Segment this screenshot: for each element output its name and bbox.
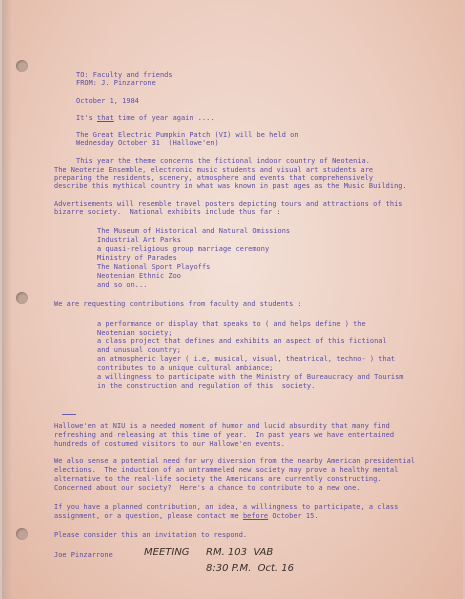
contribution-line: in the construction and regulation of this society.: [97, 382, 316, 390]
planned-emphasis: before: [242, 512, 269, 520]
memo-to: TO: Faculty and friends: [76, 71, 173, 79]
planned-post: October 15.: [268, 512, 319, 520]
contribution-line: Neotenian society;: [97, 329, 173, 337]
planned-pre: assignment, or a question, please contact me: [54, 512, 243, 520]
ads-line: bizarre society. National exhibits include thus far :: [54, 208, 281, 216]
exhibit-item: The National Sport Playoffs: [97, 263, 211, 271]
page-edge-shadow: [2, 0, 12, 599]
exhibit-item: Industrial Art Parks: [97, 236, 181, 244]
memo-intro: [76, 114, 215, 122]
contribution-line: a performance or display that speaks to ( and helps define ) the: [97, 320, 366, 328]
niu-line: Hallowe'en at NIU is a needed moment of humor and lucid absurdity that many find: [54, 422, 390, 430]
contribution-line: an atmospheric layer ( i.e, musical, visual, theatrical, techno- ) that: [97, 355, 396, 363]
sense-line: alternative to the real-life society the Americans are currently constructing.: [54, 475, 382, 483]
section-divider: [62, 414, 76, 415]
event-date-line: Wednesday October 31 (Hallowe'en): [76, 139, 219, 147]
planned-line: [54, 512, 319, 520]
punch-hole-bottom: [16, 528, 28, 540]
exhibit-item: and so on...: [97, 281, 148, 289]
planned-line: If you have a planned contribution, an idea, a willingness to participate, a class: [54, 503, 399, 511]
intro-emphasis: that: [97, 114, 114, 122]
intro-pre: It's: [76, 114, 97, 122]
ads-line: Advertisements will resemble travel posters depicting tours and attractions of this: [54, 200, 403, 208]
theme-line: preparing the residents, scenery, atmosphere and events that comprehensively: [54, 174, 374, 182]
handwritten-meeting: MEETING: [144, 547, 190, 558]
exhibit-item: Neotenian Ethnic Zoo: [97, 272, 181, 280]
exhibit-item: Ministry of Parades: [97, 254, 177, 262]
punch-hole-middle: [16, 292, 28, 304]
exhibit-item: a quasi-religious group marriage ceremony: [97, 245, 270, 253]
theme-line: describe this mythical country in what was known in past ages as the Music Building.: [54, 182, 407, 190]
sense-line: elections. The induction of an untrammeled new society may prove a healthy mental: [54, 466, 399, 474]
contribution-line: and unusual country;: [97, 346, 181, 354]
niu-line: hundreds of costumed visitors to our Hallowe'en events.: [54, 440, 285, 448]
theme-line: The Neoterie Ensemble, electronic music students and visual art students are: [54, 166, 374, 174]
consider-line: Please consider this an invitation to respond.: [54, 531, 248, 539]
signature: Joe Pinzarrone: [54, 551, 113, 559]
contribution-line: a willingness to participate with the Ministry of Bureaucracy and Tourism: [97, 373, 404, 381]
memo-date: October 1, 1984: [76, 97, 139, 105]
handwritten-room: RM. 103 VAB: [206, 547, 274, 558]
sense-line: We also sense a potential need for wry diversion from the nearby American presidential: [54, 457, 416, 465]
sense-line: Concerned about our society? Here's a chance to contribute to a new one.: [54, 484, 361, 492]
punch-hole-top: [16, 60, 28, 72]
memo-page: [2, 0, 463, 599]
intro-post: time of year again ....: [113, 114, 215, 122]
niu-line: refreshing and releasing at this time of year. In past years we have entertained: [54, 431, 395, 439]
event-line: The Great Electric Pumpkin Patch (VI) will be held on: [76, 131, 299, 139]
exhibit-item: The Museum of Historical and Natural Omissions: [97, 227, 291, 235]
contribution-line: a class project that defines and exhibits an aspect of this fictional: [97, 337, 387, 345]
memo-from: FROM: J. Pinzarrone: [76, 79, 156, 87]
theme-line: This year the theme concerns the fictional indoor country of Neotenia.: [76, 157, 370, 165]
handwritten-time: 8:30 P.M. Oct. 16: [206, 563, 295, 574]
contribution-line: contributes to a unique cultural ambiance;: [97, 364, 274, 372]
request-line: We are requesting contributions from faculty and students :: [54, 300, 302, 308]
